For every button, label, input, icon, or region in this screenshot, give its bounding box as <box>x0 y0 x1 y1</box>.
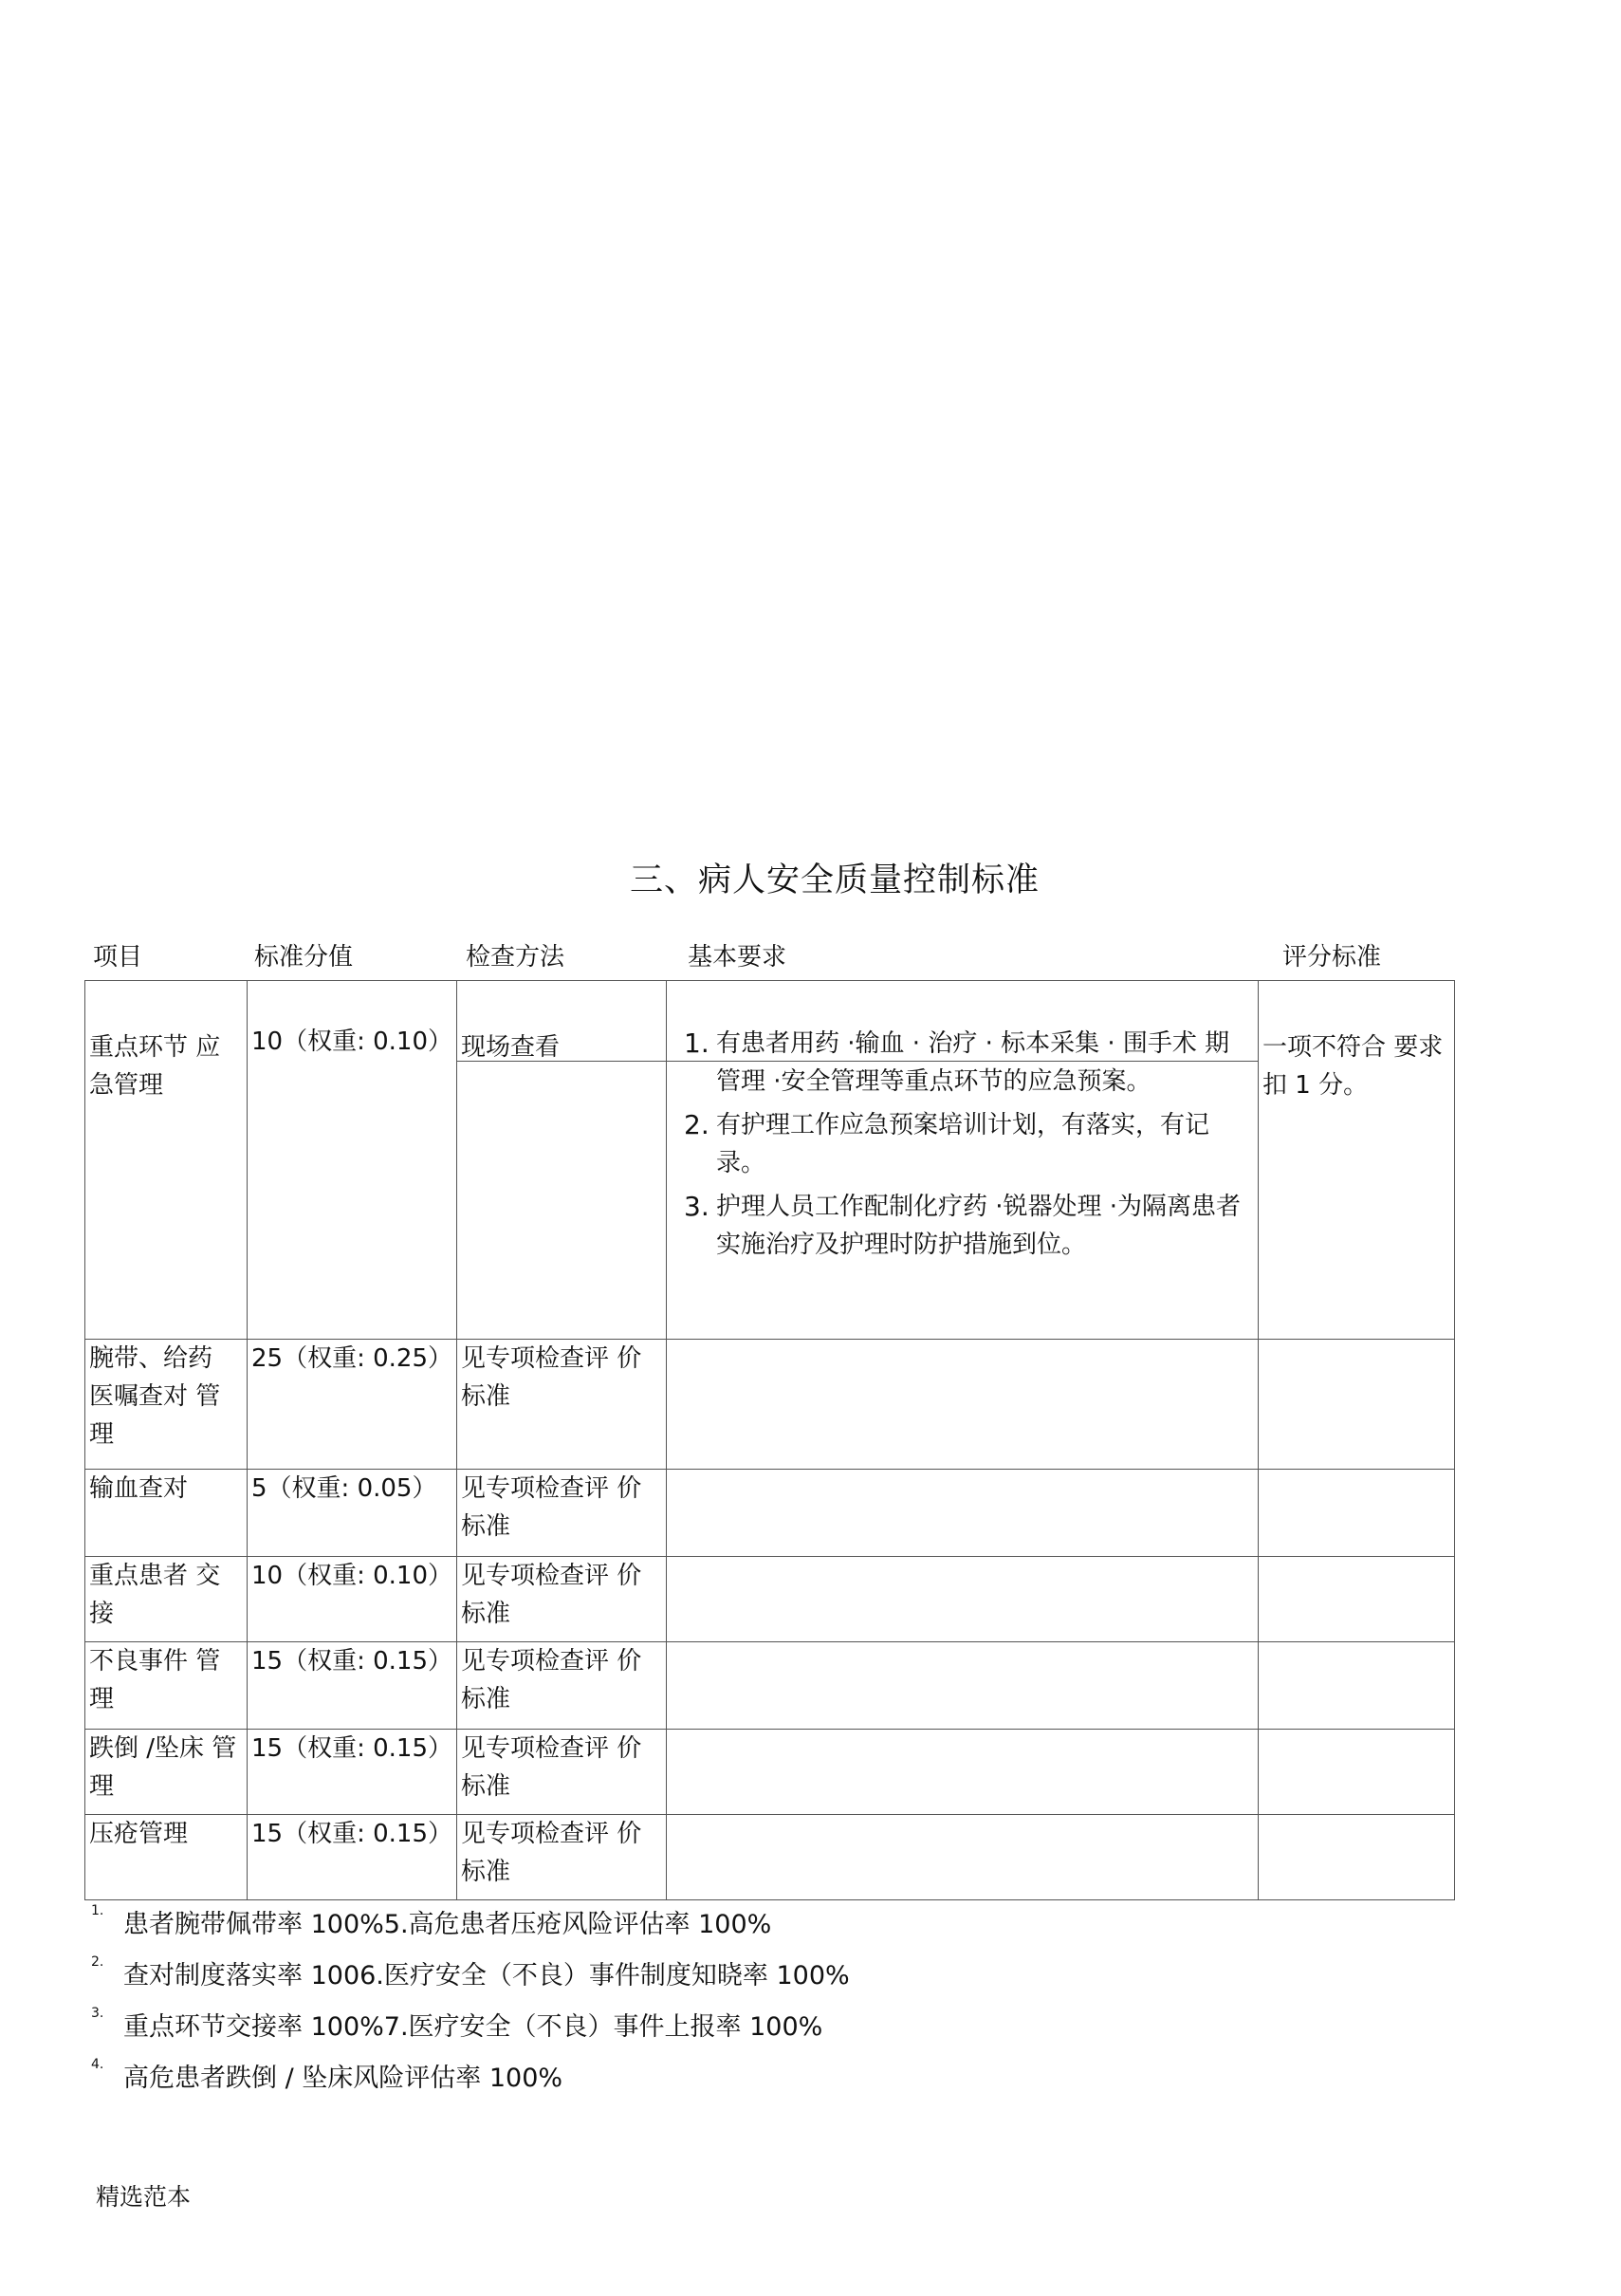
table-row <box>85 1557 1455 1642</box>
requirement-item <box>684 1025 1248 1101</box>
cell-method <box>457 981 667 1340</box>
table-row <box>85 1730 1455 1815</box>
cell-method: 见专项检查评 价标准 <box>457 1730 667 1815</box>
cell-method: 见专项检查评 价标准 <box>457 1340 667 1470</box>
note-number: 4. <box>91 2057 104 2072</box>
requirement-number: 3. <box>684 1191 709 1222</box>
cell-requirements <box>667 1730 1259 1815</box>
cell-score: 15（权重: 0.15） <box>248 1642 457 1730</box>
method-text: 现场查看 <box>461 1033 561 1062</box>
cell-score: 25（权重: 0.25） <box>248 1340 457 1470</box>
cell-scoring <box>1259 1642 1455 1730</box>
cell-method: 见专项检查评 价标准 <box>457 1557 667 1642</box>
note-text: 高危患者跌倒 / 坠床风险评估率 100% <box>123 2063 563 2093</box>
cell-method: 见专项检查评 价标准 <box>457 1470 667 1557</box>
note-number: 1. <box>91 1903 104 1918</box>
note-item <box>91 1998 850 2049</box>
cell-scoring <box>1259 1730 1455 1815</box>
table-row <box>85 981 1455 1340</box>
table-row <box>85 1340 1455 1470</box>
cell-method: 见专项检查评 价标准 <box>457 1642 667 1730</box>
table-row <box>85 1815 1455 1900</box>
footer-text: 精选范本 <box>96 2183 192 2211</box>
note-item <box>91 2049 850 2101</box>
header-score: 标准分值 <box>254 943 354 972</box>
cell-method: 见专项检查评 价标准 <box>457 1815 667 1900</box>
cell-score: 15（权重: 0.15） <box>248 1815 457 1900</box>
cell-requirements <box>667 1557 1259 1642</box>
requirement-text: 有护理工作应急预案培训计划，有落实，有记录。 <box>716 1111 1210 1177</box>
requirement-number: 2. <box>684 1109 709 1140</box>
note-number: 3. <box>91 2006 104 2021</box>
requirement-text: 护理人员工作配制化疗药 ·锐器处理 ·为隔离患者实施治疗及护理时防护措施到位。 <box>716 1193 1242 1259</box>
cell-score: 15（权重: 0.15） <box>248 1730 457 1815</box>
note-text: 患者腕带佩带率 100%5.高危患者压疮风险评估率 100% <box>123 1909 772 1939</box>
cell-requirements <box>667 1340 1259 1470</box>
note-text: 重点环节交接率 100%7.医疗安全（不良）事件上报率 100% <box>123 2011 823 2042</box>
cell-requirements <box>667 1470 1259 1557</box>
cell-scoring <box>1259 1470 1455 1557</box>
cell-requirements <box>667 1815 1259 1900</box>
table-row <box>85 1642 1455 1730</box>
cell-scoring <box>1259 1557 1455 1642</box>
cell-item: 腕带、给药 医嘱查对 管理 <box>85 1340 248 1470</box>
cell-item: 跌倒 /坠床 管理 <box>85 1730 248 1815</box>
note-item <box>91 1896 850 1947</box>
cell-score: 10（权重: 0.10） <box>248 1557 457 1642</box>
requirement-item <box>684 1106 1248 1182</box>
cell-requirements <box>667 1642 1259 1730</box>
table-divider <box>667 1061 1258 1062</box>
header-item: 项目 <box>93 943 143 972</box>
requirement-number: 1. <box>684 1028 709 1059</box>
cell-scoring: 一项不符合 要求扣 1 分。 <box>1259 981 1455 1340</box>
cell-score: 10（权重: 0.10） <box>248 981 457 1340</box>
header-method: 检查方法 <box>466 943 565 972</box>
note-text: 查对制度落实率 1006.医疗安全（不良）事件制度知晓率 100% <box>123 1960 850 1990</box>
note-item <box>91 1947 850 1998</box>
page-title: 三、病人安全质量控制标准 <box>629 861 1040 899</box>
cell-scoring <box>1259 1815 1455 1900</box>
notes-list <box>91 1896 850 2101</box>
cell-requirements <box>667 981 1259 1340</box>
table-row <box>85 1470 1455 1557</box>
cell-item: 重点环节 应急管理 <box>85 981 248 1340</box>
note-number: 2. <box>91 1954 104 1970</box>
cell-scoring <box>1259 1340 1455 1470</box>
header-requirements: 基本要求 <box>688 943 787 972</box>
cell-score: 5（权重: 0.05） <box>248 1470 457 1557</box>
requirement-text: 有患者用药 ·输血 · 治疗 · 标本采集 · 围手术 期管理 ·安全管理等重点环节的应急预案。 <box>716 1029 1230 1096</box>
standards-table <box>84 980 1455 1900</box>
cell-item: 不良事件 管理 <box>85 1642 248 1730</box>
cell-item: 重点患者 交接 <box>85 1557 248 1642</box>
table-divider <box>457 1061 666 1062</box>
header-scoring: 评分标准 <box>1282 943 1382 972</box>
cell-item: 压疮管理 <box>85 1815 248 1900</box>
requirement-item <box>684 1188 1248 1264</box>
cell-item: 输血查对 <box>85 1470 248 1557</box>
